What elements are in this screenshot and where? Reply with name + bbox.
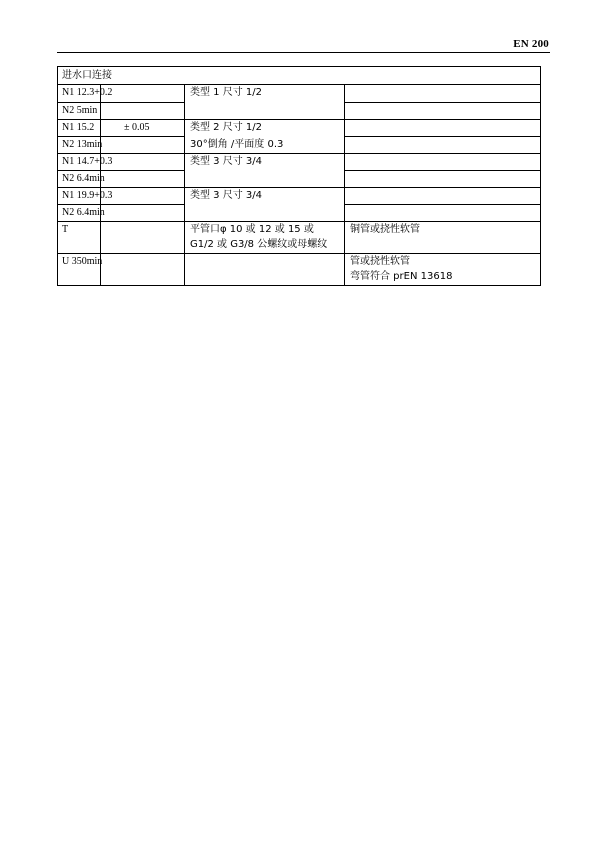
header-rule	[57, 52, 550, 53]
connection-spec: G1/2 或 G3/8 公螺纹或母螺纹	[190, 239, 328, 250]
inlet-connection-table	[57, 66, 541, 286]
table-title: 进水口连接	[62, 70, 112, 81]
row-label: N1 15.2	[62, 122, 95, 133]
row-divider	[58, 136, 184, 137]
row-divider	[344, 102, 540, 103]
row-divider	[58, 253, 540, 254]
row-divider	[58, 221, 540, 222]
row-divider	[58, 170, 184, 171]
pipe-type: 管或挠性软管	[350, 256, 410, 267]
column-divider	[184, 84, 185, 285]
pipe-type: 铜管或挠性软管	[350, 224, 420, 235]
row-label: U 350min	[62, 256, 103, 267]
row-label: N1 19.9+0.3	[62, 190, 113, 201]
row-divider	[58, 153, 540, 154]
type-label: 类型 3 尺寸 3/4	[190, 156, 262, 167]
standard-id: EN 200	[513, 38, 549, 50]
connection-spec: 平管口φ 10 或 12 或 15 或	[190, 224, 314, 235]
row-label: N2 13min	[62, 139, 103, 150]
pipe-type: 弯管符合 prEN 13618	[350, 271, 453, 282]
column-divider	[344, 84, 345, 285]
tolerance-value: ± 0.05	[124, 122, 150, 133]
type-label: 类型 3 尺寸 3/4	[190, 190, 262, 201]
row-divider	[344, 204, 540, 205]
row-divider	[344, 170, 540, 171]
type-label: 类型 2 尺寸 1/2	[190, 122, 262, 133]
row-divider	[58, 102, 184, 103]
row-divider	[58, 204, 184, 205]
row-label: N1 12.3+0.2	[62, 87, 113, 98]
row-divider	[344, 136, 540, 137]
type-label: 类型 1 尺寸 1/2	[190, 87, 262, 98]
row-label: N1 14.7+0.3	[62, 156, 113, 167]
type-label: 30°倒角 /平面度 0.3	[190, 139, 284, 150]
row-label: N2 6.4min	[62, 207, 105, 218]
row-divider	[58, 84, 540, 85]
row-divider	[58, 187, 540, 188]
row-divider	[58, 119, 540, 120]
row-label: N2 6.4min	[62, 173, 105, 184]
row-label: N2 5min	[62, 105, 98, 116]
row-label: T	[62, 224, 69, 235]
